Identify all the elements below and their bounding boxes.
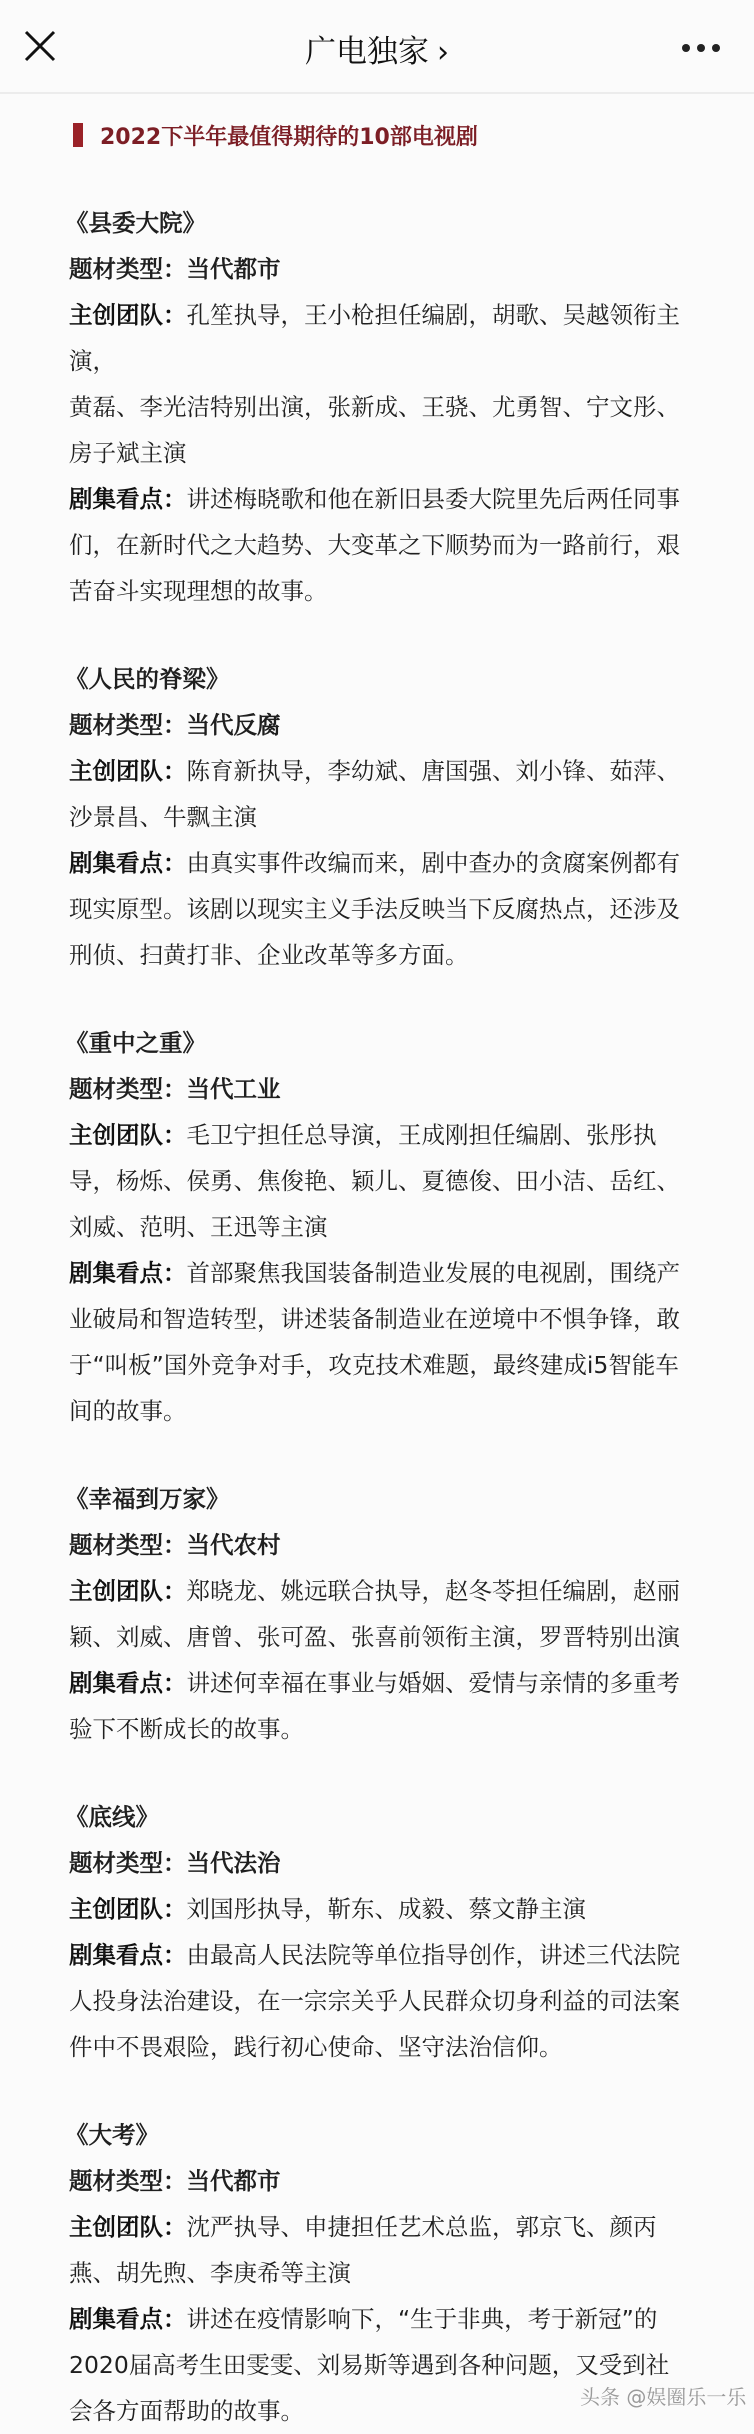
team-label: 主创团队： bbox=[69, 2213, 187, 2241]
team-row bbox=[69, 2204, 689, 2296]
team-value: 毛卫宁担任总导演，王成刚担任编剧、张彤执 导，杨烁、侯勇、焦俊艳、颖儿、夏德俊、田小洁、岳红、 刘威、范明、王迅等主演 bbox=[69, 1121, 680, 1241]
team-value: 郑晓龙、姚远联合执导，赵冬苓担任编剧，赵丽 颖、刘威、唐曾、张可盈、张喜前领衔主演，罗晋特别出演 bbox=[69, 1577, 680, 1651]
account-name: 广电独家 bbox=[305, 34, 429, 70]
article-heading bbox=[73, 112, 689, 158]
watermark: 头条 @娱圈乐一乐 bbox=[580, 2385, 747, 2409]
genre-value: 当代反腐 bbox=[186, 711, 281, 739]
genre-row bbox=[69, 246, 689, 292]
highlight-label: 剧集看点： bbox=[69, 2305, 187, 2333]
team-label: 主创团队： bbox=[69, 301, 187, 329]
highlight-value: 由真实事件改编而来，剧中查办的贪腐案例都有现实原型。该剧以现实主义手法反映当下反腐热点，还涉及刑侦、扫黄打非、企业改革等多方面。 bbox=[69, 849, 680, 969]
team-row bbox=[69, 292, 689, 476]
genre-row bbox=[69, 1840, 689, 1886]
highlight-value: 讲述何幸福在事业与婚姻、爱情与亲情的多重考验下不断成长的故事。 bbox=[69, 1669, 680, 1743]
genre-row bbox=[69, 2158, 689, 2204]
genre-label: 题材类型： bbox=[69, 255, 187, 283]
team-label: 主创团队： bbox=[69, 1895, 187, 1923]
highlight-row bbox=[69, 2296, 689, 2434]
more-icon[interactable] bbox=[682, 44, 720, 52]
article-body bbox=[65, 112, 689, 2434]
team-label: 主创团队： bbox=[69, 757, 187, 785]
team-row bbox=[69, 748, 689, 840]
genre-label: 题材类型： bbox=[69, 711, 187, 739]
show-section bbox=[65, 1476, 689, 1752]
team-label: 主创团队： bbox=[69, 1121, 187, 1149]
genre-label: 题材类型： bbox=[69, 1849, 187, 1877]
genre-value: 当代工业 bbox=[186, 1075, 281, 1103]
article-title: 2022下半年最值得期待的10部电视剧 bbox=[100, 124, 478, 150]
genre-value: 当代都市 bbox=[186, 255, 281, 283]
chevron-right-icon: › bbox=[437, 35, 449, 70]
top-nav-bar bbox=[0, 0, 754, 94]
highlight-label: 剧集看点： bbox=[69, 849, 187, 877]
genre-label: 题材类型： bbox=[69, 1531, 187, 1559]
genre-label: 题材类型： bbox=[69, 1075, 187, 1103]
team-value: 沈严执导、申捷担任艺术总监，郭京飞、颜丙 燕、胡先煦、李庚希等主演 bbox=[69, 2213, 657, 2287]
team-row bbox=[69, 1886, 689, 1932]
team-value: 刘国彤执导，靳东、成毅、蔡文静主演 bbox=[186, 1895, 586, 1923]
show-title: 《大考》 bbox=[65, 2121, 159, 2149]
team-value: 孔笙执导，王小枪担任编剧，胡歌、吴越领衔主 演， 黄磊、李光洁特别出演，张新成、王骁、尤勇智、宁文彤、 房子斌主演 bbox=[69, 301, 680, 467]
genre-row bbox=[69, 702, 689, 748]
show-title: 《重中之重》 bbox=[65, 1029, 206, 1057]
team-label: 主创团队： bbox=[69, 1577, 187, 1605]
show-title: 《底线》 bbox=[65, 1803, 159, 1831]
genre-value: 当代都市 bbox=[186, 2167, 281, 2195]
highlight-label: 剧集看点： bbox=[69, 1941, 187, 1969]
heading-bar bbox=[73, 123, 83, 147]
highlight-value: 讲述在疫情影响下，“生于非典，考于新冠”的2020届高考生田雯雯、刘易斯等遇到各种问题，又受到社会各方面帮助的故事。 bbox=[69, 2305, 670, 2425]
genre-row bbox=[69, 1522, 689, 1568]
highlight-value: 首部聚焦我国装备制造业发展的电视剧，围绕产业破局和智造转型，讲述装备制造业在逆境中不惧争锋，敢于“叫板”国外竞争对手，攻克技术难题，最终建成i5智能车间的故事。 bbox=[69, 1259, 680, 1425]
show-section bbox=[65, 1794, 689, 2070]
show-section bbox=[65, 656, 689, 978]
genre-label: 题材类型： bbox=[69, 2167, 187, 2195]
genre-value: 当代农村 bbox=[186, 1531, 281, 1559]
highlight-value: 由最高人民法院等单位指导创作，讲述三代法院人投身法治建设，在一宗宗关乎人民群众切身利益的司法案件中不畏艰险，践行初心使命、坚守法治信仰。 bbox=[69, 1941, 680, 2061]
highlight-label: 剧集看点： bbox=[69, 1669, 187, 1697]
show-section bbox=[65, 200, 689, 614]
team-value: 陈育新执导，李幼斌、唐国强、刘小锋、茹萍、 沙景昌、牛飘主演 bbox=[69, 757, 680, 831]
highlight-label: 剧集看点： bbox=[69, 1259, 187, 1287]
show-title: 《幸福到万家》 bbox=[65, 1485, 230, 1513]
show-title: 《县委大院》 bbox=[65, 209, 206, 237]
highlight-row bbox=[69, 840, 689, 978]
show-section bbox=[65, 1020, 689, 1434]
show-title: 《人民的脊梁》 bbox=[65, 665, 230, 693]
highlight-row bbox=[69, 1250, 689, 1434]
team-row bbox=[69, 1112, 689, 1250]
highlight-value: 讲述梅晓歌和他在新旧县委大院里先后两任同事们，在新时代之大趋势、大变革之下顺势而为一路前行，艰苦奋斗实现理想的故事。 bbox=[69, 485, 680, 605]
genre-row bbox=[69, 1066, 689, 1112]
highlight-label: 剧集看点： bbox=[69, 485, 187, 513]
highlight-row bbox=[69, 476, 689, 614]
genre-value: 当代法治 bbox=[186, 1849, 281, 1877]
team-row bbox=[69, 1568, 689, 1660]
highlight-row bbox=[69, 1660, 689, 1752]
account-title-link[interactable] bbox=[0, 26, 754, 71]
highlight-row bbox=[69, 1932, 689, 2070]
